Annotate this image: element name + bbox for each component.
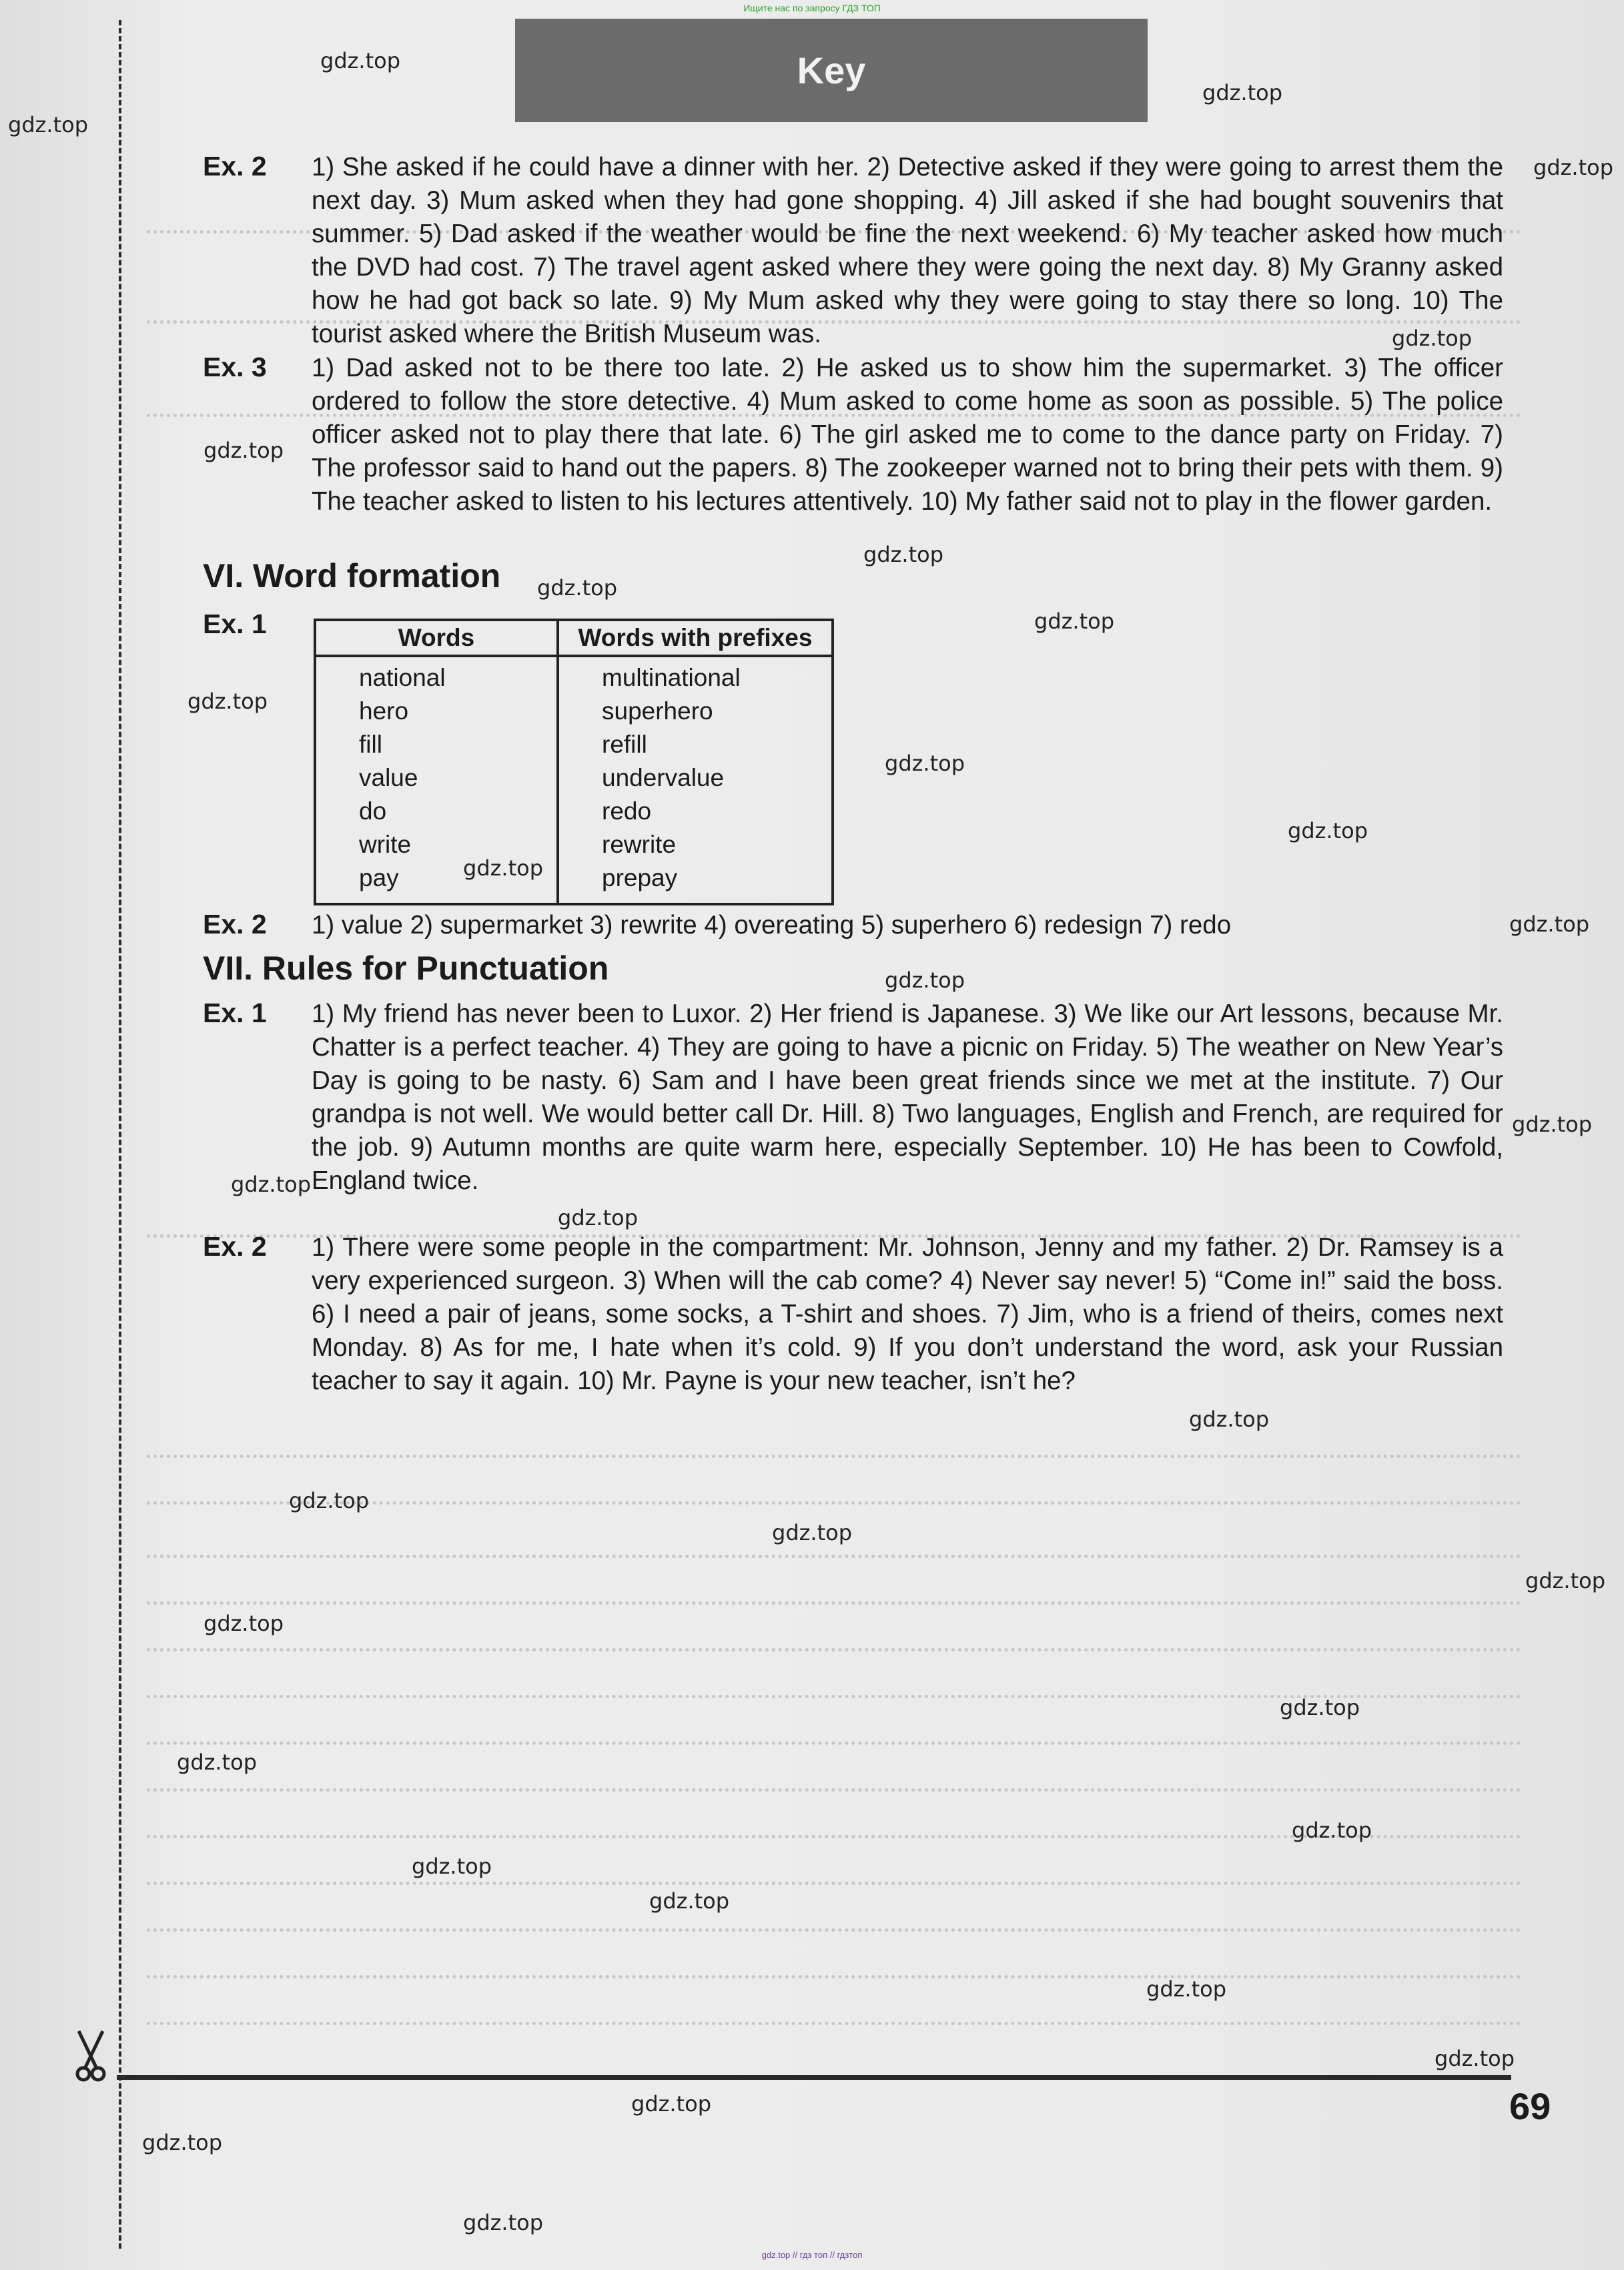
ruled-line — [147, 1788, 1521, 1792]
ex-label: Ex. 3 — [203, 352, 267, 382]
bottom-note: gdz.top // гдз топ // гдзтоп — [761, 2250, 863, 2260]
exercise-text: 1) She asked if he could have a dinner with her. 2) Detective asked if they were going to arrest them the next day. 3) Mum asked when they had gone shopping. 4) Jill asked if she had bought souvenirs that summer. 5) Dad asked if the weather would be fine the next weekend. 6) My teacher asked how much the DVD had cost. 7) The travel agent asked where they were going the next day. 8) My Granny asked how he had got back so late. 9) My Mum asked why they were going to stay there so long. 10) The tourist asked where the British Museum was. — [312, 153, 1503, 348]
table-cell: prepay — [602, 864, 678, 891]
watermark: gdz.top — [289, 1488, 370, 1513]
watermark: gdz.top — [537, 575, 618, 601]
table-cell: undervalue — [602, 764, 725, 791]
table-cell: value — [359, 764, 418, 791]
prefixed-words-column — [558, 656, 833, 904]
watermark: gdz.top — [863, 542, 944, 567]
exercise-text: 1) value 2) supermarket 3) rewrite 4) overeating 5) superhero 6) redesign 7) redo — [312, 911, 1232, 939]
watermark: gdz.top — [463, 855, 544, 881]
page-number: 69 — [1509, 2085, 1551, 2127]
watermark: gdz.top — [558, 1205, 639, 1230]
bottom-rule — [117, 2075, 1511, 2080]
watermark: gdz.top — [1202, 80, 1283, 105]
watermark: gdz.top — [1189, 1407, 1270, 1432]
table-cell: redo — [602, 797, 652, 825]
exercise-text: 1) My friend has never been to Luxor. 2) Her friend is Japanese. 3) We like our Art lessons, because Mr. Chatter is a perfect teacher. 4) They are going to have a picnic on Friday. 5) The weather on New Year’s Day is going to be nasty. 6) Sam and I have been great friends since we met at the institute. 7) Our grandpa is not well. We would better call Dr. Hill. 8) Two languages, English and French, are required for the job. 9) Autumn months are quite warm here, especially September. 10) He has been to Cowfold, England twice. — [312, 1000, 1503, 1195]
ruled-line — [147, 1975, 1521, 1978]
watermark: gdz.top — [885, 968, 965, 993]
exercise-text: 1) Dad asked not to be there too late. 2) He asked us to show him the supermarket. 3) The officer ordered to follow the store detective. 4) Mum asked to come home as soon as possible. 5) The police officer asked not to play there that late. 6) The girl asked me to come to the dance party on Friday. 7) The professor said to hand out the papers. 8) The zookeeper warned not to bring their pets with them. 9) The teacher asked to listen to his lectures attentively. 10) My father said not to play in the flower garden. — [312, 354, 1503, 516]
watermark: gdz.top — [187, 689, 268, 714]
table-cell: superhero — [602, 697, 713, 725]
watermark: gdz.top — [1525, 1568, 1606, 1593]
watermark: gdz.top — [1533, 155, 1614, 180]
watermark: gdz.top — [1288, 818, 1368, 843]
watermark: gdz.top — [463, 2210, 544, 2235]
scissors-icon — [72, 2028, 109, 2083]
watermark: gdz.top — [1146, 1976, 1227, 2002]
watermark: gdz.top — [1292, 1818, 1372, 1843]
watermark: gdz.top — [8, 112, 89, 137]
section-heading: VII. Rules for Punctuation — [203, 950, 609, 987]
ruled-line — [147, 1455, 1521, 1458]
ruled-line — [147, 1555, 1521, 1558]
watermark: gdz.top — [320, 48, 401, 73]
table-cell: fill — [359, 731, 382, 758]
table-cell: multinational — [602, 664, 741, 691]
exercise-text: 1) There were some people in the compartment: Mr. Johnson, Jenny and my father. 2) Dr. Ramsey is a very experienced surgeon. 3) When will the cab come? 4) Never say never! 5) “Come in!” said the boss. 6) I need a pair of jeans, some socks, a T-shirt and shoes. 7) Jim, who is a friend of theirs, comes next Monday. 8) As for me, I hate when it’s cold. 9) If you don’t understand the word, ask your Russian teacher to say it again. 10) Mr. Payne is your new teacher, isn’t he? — [312, 1233, 1503, 1395]
watermark: gdz.top — [1435, 2046, 1515, 2071]
ruled-line — [147, 1928, 1521, 1932]
table-header: Words — [315, 620, 558, 656]
watermark: gdz.top — [231, 1172, 312, 1197]
table-cell: rewrite — [602, 831, 677, 858]
table-cell: do — [359, 797, 387, 825]
watermark: gdz.top — [1034, 609, 1115, 634]
watermark: gdz.top — [204, 438, 284, 463]
ruled-line — [147, 1648, 1521, 1651]
watermark: gdz.top — [1392, 326, 1473, 351]
word-formation-table — [314, 619, 834, 905]
ex-label: Ex. 2 — [203, 1231, 267, 1262]
ruled-line — [147, 2022, 1521, 2025]
watermark: gdz.top — [649, 1888, 730, 1914]
watermark: gdz.top — [177, 1750, 258, 1775]
watermark: gdz.top — [885, 751, 965, 776]
table-cell: pay — [359, 864, 399, 891]
watermark: gdz.top — [412, 1854, 492, 1879]
table-cell: hero — [359, 697, 409, 725]
section-heading: VI. Word formation — [203, 557, 501, 595]
ex-label: Ex. 1 — [203, 998, 267, 1028]
ruled-line — [147, 1601, 1521, 1605]
watermark: gdz.top — [1509, 911, 1590, 937]
table-cell: write — [359, 831, 412, 858]
ex-label: Ex. 2 — [203, 909, 267, 939]
watermark: gdz.top — [204, 1611, 284, 1636]
ex-label: Ex. 1 — [203, 609, 267, 639]
watermark: gdz.top — [772, 1520, 853, 1545]
ruled-line — [147, 1882, 1521, 1885]
table-cell: national — [359, 664, 446, 691]
cut-line — [119, 20, 121, 2249]
watermark: gdz.top — [631, 2091, 712, 2117]
watermark: gdz.top — [142, 2130, 223, 2155]
table-cell: refill — [602, 731, 647, 758]
watermark: gdz.top — [1512, 1112, 1593, 1137]
watermark: gdz.top — [1280, 1695, 1360, 1720]
top-note: Ищите нас по запросу ГДЗ ТОП — [743, 3, 881, 13]
table-header: Words with prefixes — [558, 620, 833, 656]
ex-label: Ex. 2 — [203, 151, 267, 181]
key-banner: Key — [515, 19, 1148, 122]
ruled-line — [147, 1742, 1521, 1745]
